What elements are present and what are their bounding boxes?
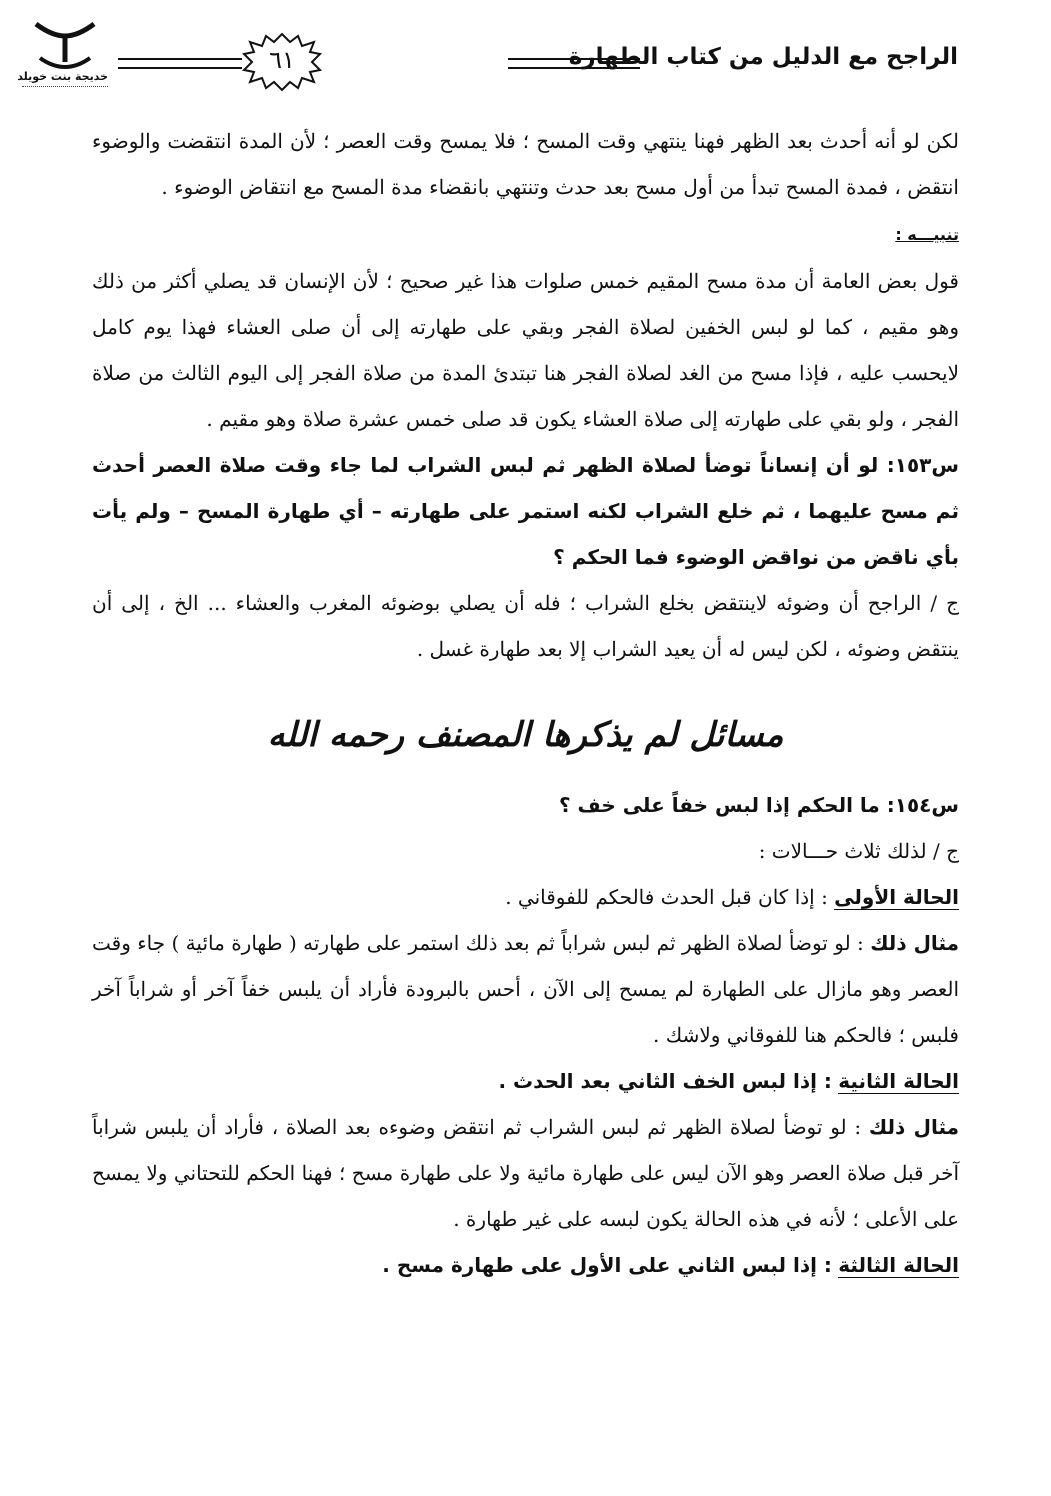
section-heading: مسائل لم يذكرها المصنف رحمه الله <box>267 715 784 755</box>
logo-subline <box>22 86 108 91</box>
case-3 <box>92 1242 959 1288</box>
case-1 <box>92 874 959 920</box>
answer-153: ج / الراجح أن وضوئه لاينتقض بخلع الشراب ؛ فله أن يصلي بوضوئه المغرب والعشاء ... الخ ، إلى أن ينتقض وضوئه ، لكن ليس له أن يعيد الشراب إلا بعد طهارة غسل . <box>92 591 959 661</box>
case-2 <box>92 1058 959 1104</box>
logo-text: خديجة بنت خويلد <box>17 70 108 83</box>
logo-emblem-icon <box>22 14 108 74</box>
case-2-label: الحالة الثانية <box>838 1069 959 1093</box>
example-1 <box>92 920 959 1058</box>
publisher-logo <box>17 14 108 98</box>
case-3-text: : إذا لبس الثاني على الأول على طهارة مسح . <box>382 1253 832 1277</box>
notice-heading <box>92 210 959 258</box>
case-1-text: : إذا كان قبل الحدث فالحكم للفوقاني . <box>505 885 828 909</box>
page-number: ٦١ <box>269 46 295 74</box>
page-content <box>92 118 959 1288</box>
header-rule-left <box>118 58 242 69</box>
example-2-label: مثال ذلك <box>868 1115 960 1139</box>
page-header <box>17 14 958 98</box>
example-2-text: : لو توضأ لصلاة الظهر ثم لبس الشراب ثم انتقض وضوءه بعد الصلاة ، فأراد أن يلبس شراباً آخر قبل صلاة العصر وهو الآن ليس على طهارة مائية ولا على طهارة مسح ؛ فهنا الحكم للتحتاني ولا يمسح على الأعلى ؛ لأنه في هذه الحالة يكون لبسه على غير طهارة . <box>92 1115 959 1231</box>
question-153: س١٥٣: لو أن إنساناً توضأ لصلاة الظهر ثم لبس الشراب لما جاء وقت صلاة العصر أحدث ثم مسح عليهما ، ثم خلع الشراب لكنه استمر على طهارته – أي طهارة المسح – ولم يأت بأي ناقض من نواقض الوضوء فما الحكم ؟ <box>92 453 959 569</box>
case-2-text: : إذا لبس الخف الثاني بعد الحدث . <box>498 1069 832 1093</box>
example-1-text: : لو توضأ لصلاة الظهر ثم لبس شراباً ثم بعد ذلك استمر على طهارته ( طهارة مائية ) جاء وقت العصر وهو مازال على الطهارة لم يمسح إلى الآن ، أحس بالبرودة فأراد أن يلبس خفاً آخر أو شراباً آخر فلبس ؛ فالحكم هنا للفوقاني ولاشك . <box>92 931 959 1047</box>
example-1-label: مثال ذلك <box>870 931 959 955</box>
case-1-label: الحالة الأولى <box>834 885 959 909</box>
notice-label: تنبيـــه : <box>895 225 959 244</box>
example-2 <box>92 1104 959 1242</box>
case-3-label: الحالة الثالثة <box>838 1253 959 1277</box>
paragraph-2: قول بعض العامة أن مدة مسح المقيم خمس صلوات هذا غير صحيح ؛ لأن الإنسان قد يصلي أكثر من ذلك وهو مقيم ، كما لو لبس الخفين لصلاة الفجر وبقي على طهارته إلى أن صلى العشاء فهذا يوم كامل لايحسب عليه ، فإذا مسح من الغد لصلاة الفجر هنا تبتدئ المدة من صلاة الفجر إلى اليوم الثالث من صلاة الفجر ، ولو بقي على طهارته إلى صلاة العشاء يكون قد صلى خمس عشرة صلاة وهو مقيم . <box>92 269 960 431</box>
book-title: الراجح مع الدليل من كتاب الطهارة <box>568 44 958 70</box>
header-rule-right <box>508 58 640 69</box>
page-number-frame <box>240 32 324 92</box>
question-154: س١٥٤: ما الحكم إذا لبس خفاً على خف ؟ <box>558 793 959 817</box>
paragraph-1: لكن لو أنه أحدث بعد الظهر فهنا ينتهي وقت المسح ؛ فلا يمسح وقت العصر ؛ لأن المدة انتقضت والوضوء انتقض ، فمدة المسح تبدأ من أول مسح بعد حدث وتنتهي بانقضاء مدة المسح مع انتقاض الوضوء . <box>92 129 959 199</box>
answer-154: ج / لذلك ثلاث حـــالات : <box>758 839 959 863</box>
